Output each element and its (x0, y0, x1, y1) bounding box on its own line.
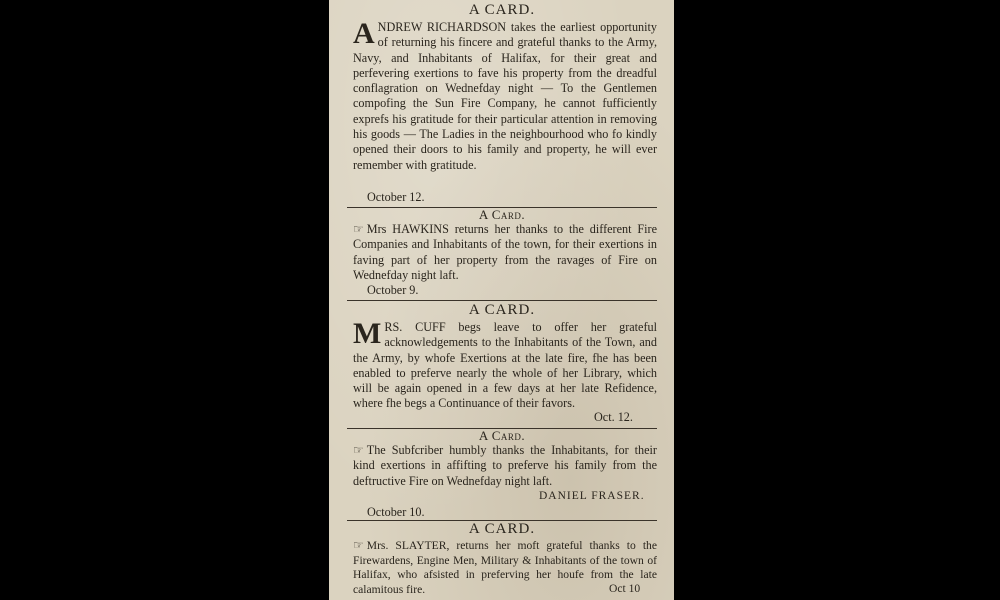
card-heading: A CARD. (468, 302, 536, 318)
card-body: Mrs. SLAYTER, returns her moft grateful thanks to the Firewardens, Engine Men, Military & Inhabitants of the town of Halifax, who afsisted in preferving her houfe from the late calamitous fire. (353, 539, 657, 596)
card-cuff-text (353, 317, 657, 412)
card-heading: A Card. (478, 207, 526, 222)
signature: DANIEL FRASER. (539, 490, 645, 502)
card-date: Oct 10 (609, 582, 641, 595)
card-heading: A CARD. (468, 2, 536, 18)
card-heading: A Card. (478, 428, 526, 443)
pointing-hand-icon: ☞ (353, 538, 364, 552)
newspaper-clipping (329, 0, 674, 600)
card-date: October 12. (367, 190, 425, 204)
card-body: RS. CUFF begs leave to offer her grateful acknowledgements to the Inhabitants of the Town, and the Army, by whofe Exertions at the late fire, fhe has been enabled to preferve nearly the whole of her Library, which will be again opened in a few days at her late Refidence, where fhe begs a Continuance of their favors. (353, 320, 657, 411)
card-richardson-text (353, 17, 657, 173)
card-date: October 10. (367, 505, 425, 519)
pointing-hand-icon: ☞ (353, 443, 364, 457)
dropcap: M (353, 317, 382, 350)
card-date: October 9. (367, 283, 419, 297)
card-hawkins-text (353, 222, 657, 283)
card-body: NDREW RICHARDSON takes the earliest opportunity of returning his fincere and grateful thanks to the Army, Navy, and Inhabitants of Halifax, for their great and perfevering exertions to fave his property from the dreadful conflagration on Wednefday night — To the Gentlemen compofing the Sun Fire Company, he cannot fufficiently exprefs his gratitude for their particular attention in removing his goods — The Ladies in the neighbourhood who fo kindly opened their doors to his family and property, he will ever remember with gratitude. (353, 20, 657, 172)
card-heading: A CARD. (468, 521, 536, 537)
dropcap: A (353, 17, 375, 50)
card-date: Oct. 12. (594, 410, 633, 424)
card-body: Mrs HAWKINS returns her thanks to the different Fire Companies and Inhabitants of the town, for their exertions in faving part of her property from the ravages of Fire on Wednefday night laft. (353, 222, 657, 282)
card-fraser-text (353, 443, 657, 489)
card-body: The Subfcriber humbly thanks the Inhabitants, for their kind exertions in affifting to preferve his family from the deftructive Fire on Wednefday night laft. (353, 443, 657, 488)
pointing-hand-icon: ☞ (353, 222, 364, 236)
divider-rule (347, 300, 657, 301)
